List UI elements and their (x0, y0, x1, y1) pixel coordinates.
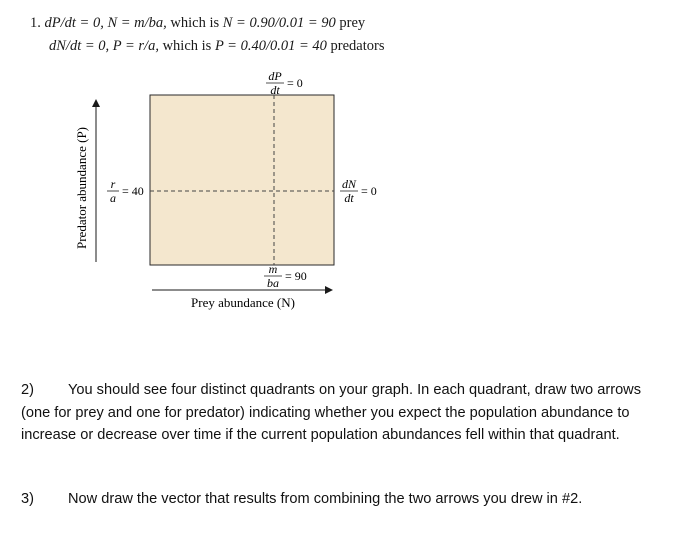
left-eq: = 40 (122, 184, 144, 198)
q1-line1-eq1: dP/dt = 0, N = m/ba, (44, 15, 167, 31)
left-frac-den: a (110, 191, 116, 205)
bottom-frac-den: ba (267, 276, 279, 290)
phase-box (150, 95, 334, 265)
q1-line2-eq2: P = 0.40/0.01 = 40 (214, 38, 327, 54)
q1-number: 1. (30, 15, 41, 31)
right-frac-den: dt (344, 191, 354, 205)
question-2 (21, 379, 661, 447)
right-eq: = 0 (361, 184, 377, 198)
q3-number: 3) (21, 491, 34, 507)
right-isocline-label (340, 177, 377, 205)
left-frac-num: r (110, 177, 116, 191)
bottom-eq: = 90 (285, 269, 307, 283)
top-eq: = 0 (287, 76, 303, 90)
bottom-tick-label (264, 262, 307, 290)
right-frac-num: dN (341, 177, 357, 191)
bottom-frac-num: m (268, 262, 278, 276)
q1-line2-which: which is (162, 38, 212, 54)
x-axis-label: Prey abundance (N) (191, 295, 295, 310)
question-3 (21, 488, 661, 511)
q1-line2-eq1: dN/dt = 0, P = r/a, (49, 38, 159, 54)
top-frac-num: dP (268, 69, 282, 83)
q2-text: You should see four distinct quadrants on your graph. In each quadrant, draw two arrows (one for prey and one for predator) indicating whether you expect the population abundance to increase or decrease over time if the current population abundances fell within that quadrant. (21, 382, 642, 443)
q1-line1-unit: prey (339, 15, 366, 31)
top-frac-den: dt (270, 83, 280, 97)
y-axis-label: Predator abundance (P) (74, 126, 89, 250)
q2-number: 2) (21, 382, 34, 398)
q1-line1-eq2: N = 0.90/0.01 = 90 (222, 15, 336, 31)
top-isocline-label (266, 69, 303, 97)
q1-line1-which: which is (170, 15, 220, 31)
q1-line2-unit: predators (330, 38, 385, 54)
left-tick-label (107, 177, 144, 205)
q3-text: Now draw the vector that results from combining the two arrows you drew in #2. (68, 491, 583, 507)
